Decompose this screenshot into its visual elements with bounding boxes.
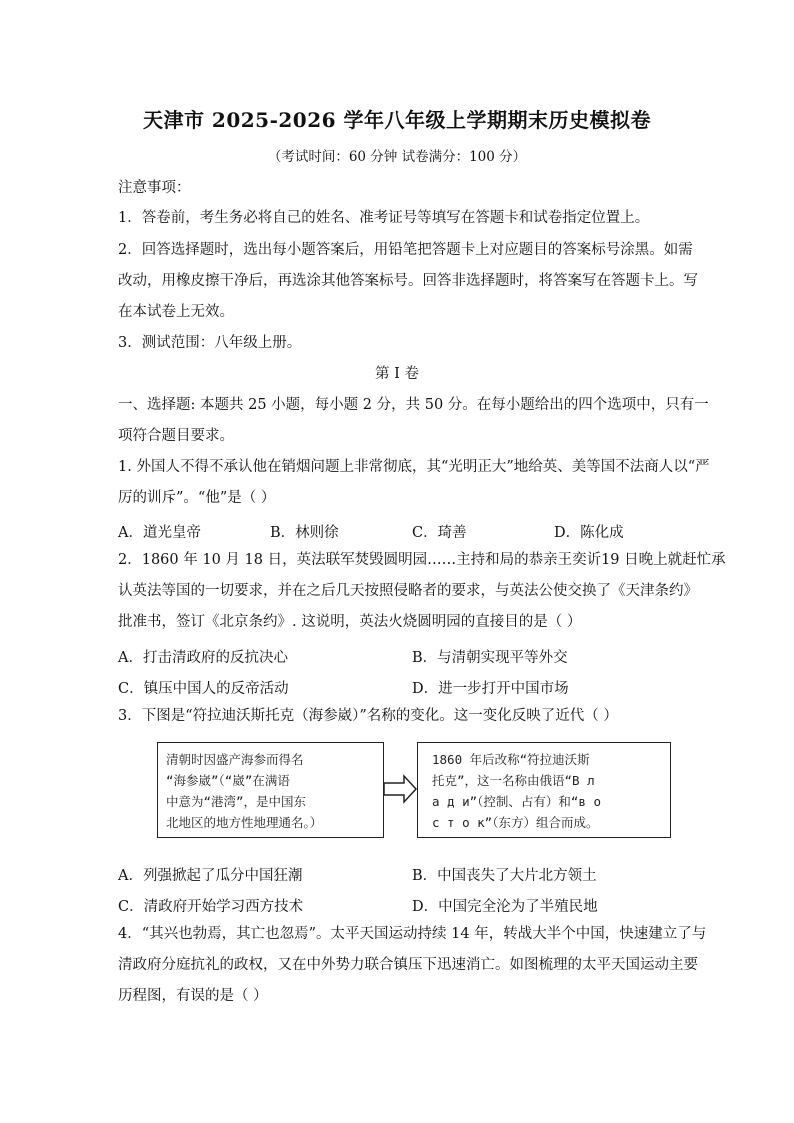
question-1-option-b: B．林则徐	[270, 525, 339, 541]
notice-line: 3．测试范围：八年级上册。	[118, 335, 302, 351]
question-2-stem: 认英法等国的一切要求，并在之后几天按照侵略者的要求，与英法公使交换了《天津条约》	[118, 583, 698, 599]
notice-line: 2．回答选择题时，选出每小题答案后，用铅笔把答题卡上对应题目的答案标号涂黑。如需	[118, 242, 693, 258]
notice-line: 改动，用橡皮擦干净后，再选涂其他答案标号。回答非选择题时，将答案写在答题卡上。写	[118, 273, 698, 289]
figure-right-line: а д и”（控制、占有）和“в о	[432, 794, 602, 809]
notice-line: 1．答卷前，考生务必将自己的姓名、准考证号等填写在答题卡和试卷指定位置上。	[118, 210, 650, 226]
right-arrow-icon	[384, 774, 417, 804]
question-4-stem: 清政府分庭抗礼的政权，又在中外势力联合镇压下迅速消亡。如图梳理的太平天国运动主要	[118, 957, 698, 973]
question-3-stem: 3．下图是“符拉迪沃斯托克（海参崴）”名称的变化。这一变化反映了近代（ ）	[118, 708, 618, 724]
question-4-stem: 历程图，有误的是（ ）	[118, 988, 268, 1004]
figure-left-box	[157, 742, 384, 838]
figure-left-line: “海参崴”（“崴”在满语	[166, 773, 290, 788]
question-1-option-c: C．琦善	[412, 525, 467, 541]
figure-left-line: 清朝时因盛产海参而得名	[166, 752, 304, 767]
volume-title: 第 I 卷	[375, 366, 419, 382]
figure-left-line: 中意为“港湾”，是中国东	[166, 794, 307, 809]
figure-right-line: с т о к”（东方）组合而成。	[432, 815, 599, 830]
question-2-stem: 2．1860 年 10 月 18 日，英法联军焚毁圆明园……主持和局的恭亲王奕䜣19 日晚上就赶忙承	[118, 552, 726, 568]
question-1-option-a: A．道光皇帝	[118, 525, 201, 541]
question-3-option-a: A．列强掀起了瓜分中国狂潮	[118, 868, 303, 884]
notice-line: 在本试卷上无效。	[118, 304, 234, 320]
exam-subtitle: （考试时间：60 分钟 试卷满分：100 分）	[267, 149, 527, 165]
question-3-option-d: D．中国完全沦为了半殖民地	[412, 899, 598, 915]
question-3-option-b: B．中国丧失了大片北方领土	[412, 868, 597, 884]
question-1-stem: 1. 外国人不得不承认他在销烟问题上非常彻底，其“光明正大”地给英、美等国不法商人以“严	[118, 459, 710, 475]
question-2-option-a: A．打击清政府的反抗决心	[118, 650, 288, 666]
section-instruction: 项符合题目要求。	[118, 428, 234, 444]
question-1-option-d: D．陈化成	[554, 525, 624, 541]
section-instruction: 一、选择题: 本题共 25 小题，每小题 2 分，共 50 分。在每小题给出的四个选项中，只有一	[118, 397, 709, 413]
exam-title: 天津市 2025-2026 学年八年级上学期期末历史模拟卷	[142, 108, 652, 132]
question-1-stem: 厉的训斥”。“他”是（ ）	[118, 490, 276, 506]
question-3-figure	[157, 742, 671, 842]
question-2-stem: 批准书，签订《北京条约》. 这说明，英法火烧圆明园的直接目的是（ ）	[118, 614, 582, 630]
figure-right-box	[417, 742, 671, 838]
question-2-option-d: D．进一步打开中国市场	[412, 681, 569, 697]
question-3-option-c: C．清政府开始学习西方技术	[118, 899, 304, 915]
figure-right-line: 1860 年后改称“符拉迪沃斯	[432, 752, 590, 767]
question-2-option-b: B．与清朝实现平等外交	[412, 650, 568, 666]
figure-right-line: 托克”，这一名称由俄语“В л	[432, 773, 595, 788]
notice-heading: 注意事项：	[118, 180, 191, 196]
figure-left-line: 北地区的地方性地理通名。）	[166, 815, 323, 830]
question-2-option-c: C．镇压中国人的反帝活动	[118, 681, 289, 697]
question-4-stem: 4．“其兴也勃焉，其亡也忽焉”。太平天国运动持续 14 年，转战大半个中国，快速建立了与	[118, 926, 707, 942]
